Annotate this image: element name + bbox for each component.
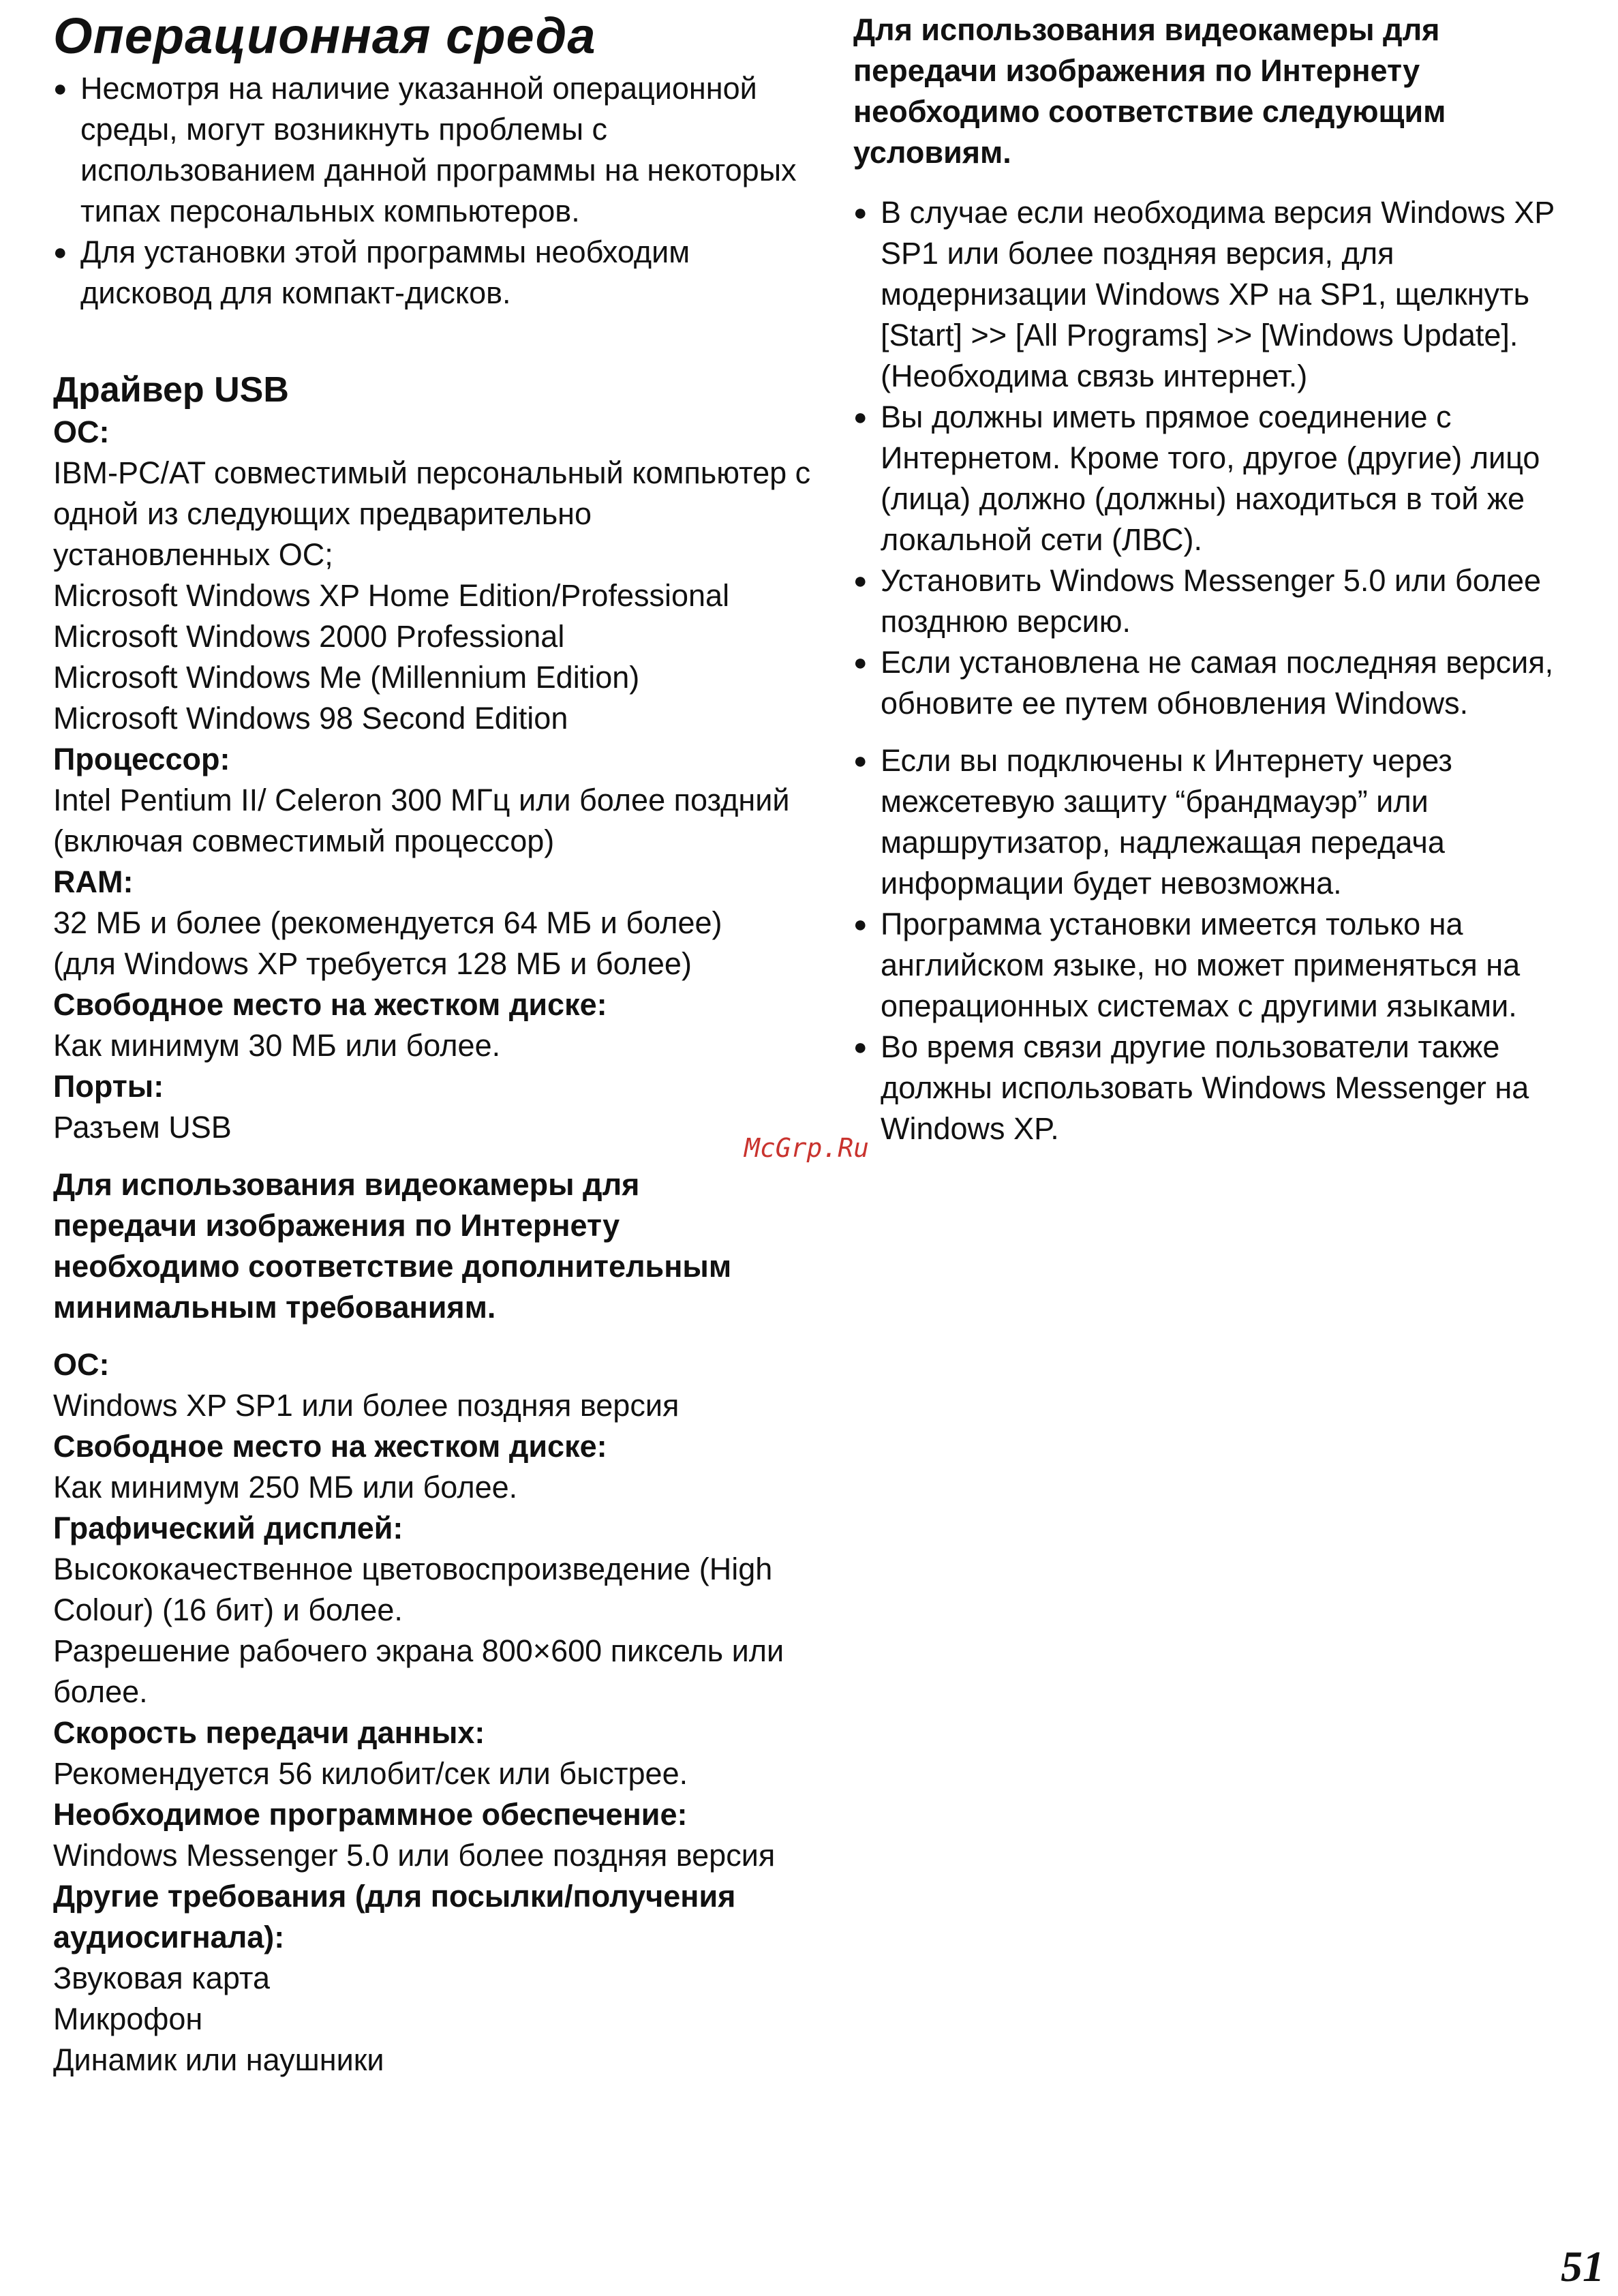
os2-text: Windows XP SP1 или более поздняя версия [53, 1388, 680, 1423]
right-column [853, 0, 1603, 1149]
os-label: ОС: [53, 414, 110, 449]
ram-text: 32 МБ и более (рекомендуется 64 МБ и более) (для Windows XP требуется 128 МБ и более) [53, 905, 722, 981]
software-label: Необходимое программное обеспечение: [53, 1797, 688, 1832]
list-item: ● Если установлена не самая последняя версия, обновите ее путем обновления Windows. [853, 642, 1603, 724]
disk-label: Свободное место на жестком диске: [53, 987, 607, 1022]
speed-label: Скорость передачи данных: [53, 1715, 485, 1750]
page-number: 51 [1561, 2242, 1604, 2291]
list-item: ● Во время связи другие пользователи также должны использовать Windows Messenger на Windows XP. [853, 1027, 1603, 1149]
speed-text: Рекомендуется 56 килобит/сек или быстрее. [53, 1756, 688, 1791]
cpu-label: Процессор: [53, 742, 230, 776]
list-item: ● Если вы подключены к Интернету через межсетевую защиту “брандмауэр” или маршрутизатор, надлежащая передача информации будет невозможна. [853, 740, 1603, 904]
page-title: Операционная среда [53, 7, 596, 64]
other-text: Звуковая карта Микрофон Динамик или наушники [53, 1961, 384, 2077]
intro-bullet-list [53, 68, 816, 314]
os2-label: ОС: [53, 1347, 110, 1382]
disk-text: Как минимум 30 МБ или более. [53, 1028, 501, 1063]
ports-label: Порты: [53, 1069, 164, 1104]
left-column [53, 0, 816, 2081]
list-item: ● В случае если необходима версия Windows XP SP1 или более поздняя версия, для модернизации Windows XP на SP1, щелкнуть [Start] >> [All Programs] >> [Windows Update]. (Необходима связь интернет.) [853, 192, 1603, 397]
os-text: IBM-PC/AT совместимый персональный компьютер с одной из следующих предварительно установленных ОС; Microsoft Windows XP Home Edition/Professional Microsoft Windows 2000 Professional Microsoft Windows Me (Millennium Edition) Microsoft Windows 98 Second Edition [53, 455, 811, 736]
cpu-text: Intel Pentium II/ Celeron 300 МГц или более поздний (включая совместимый процессор) [53, 783, 790, 858]
list-item: ● Программа установки имеется только на английском языке, но может применяться на операционных системах с другими языками. [853, 904, 1603, 1027]
disk2-text: Как минимум 250 МБ или более. [53, 1470, 518, 1505]
ports-text: Разъем USB [53, 1110, 232, 1145]
display-label: Графический дисплей: [53, 1511, 403, 1545]
display-text: Высококачественное цветовоспроизведение (High Colour) (16 бит) и более. Разрешение рабочего экрана 800×600 пиксель или более. [53, 1552, 784, 1709]
list-item: ● Несмотря на наличие указанной операционной среды, могут возникнуть проблемы с использованием данной программы на некоторых типах персональных компьютеров. [53, 68, 816, 232]
internet-requirements-heading: Для использования видеокамеры для передачи изображения по Интернету необходимо соответствие дополнительным минимальным требованиям. [53, 1167, 732, 1325]
usb-driver-heading: Драйвер USB [53, 370, 289, 410]
conditions-bullet-list-b [853, 740, 1603, 1149]
list-item: ● Установить Windows Messenger 5.0 или более позднюю версию. [853, 560, 1603, 642]
other-label: Другие требования (для посылки/получения аудиосигнала): [53, 1879, 736, 1954]
software-text: Windows Messenger 5.0 или более поздняя версия [53, 1838, 776, 1873]
list-item: ● Для установки этой программы необходим дисковод для компакт-дисков. [53, 232, 816, 314]
ram-label: RAM: [53, 864, 134, 899]
conditions-bullet-list-a [853, 192, 1603, 724]
conditions-heading: Для использования видеокамеры для передачи изображения по Интернету необходимо соответствие следующим условиям. [853, 12, 1446, 170]
watermark: McGrp.Ru [744, 1133, 870, 1163]
disk2-label: Свободное место на жестком диске: [53, 1429, 607, 1464]
list-item: ● Вы должны иметь прямое соединение с Интернетом. Кроме того, другое (другие) лицо (лица) должно (должны) находиться в той же локальной сети (ЛВС). [853, 397, 1603, 560]
